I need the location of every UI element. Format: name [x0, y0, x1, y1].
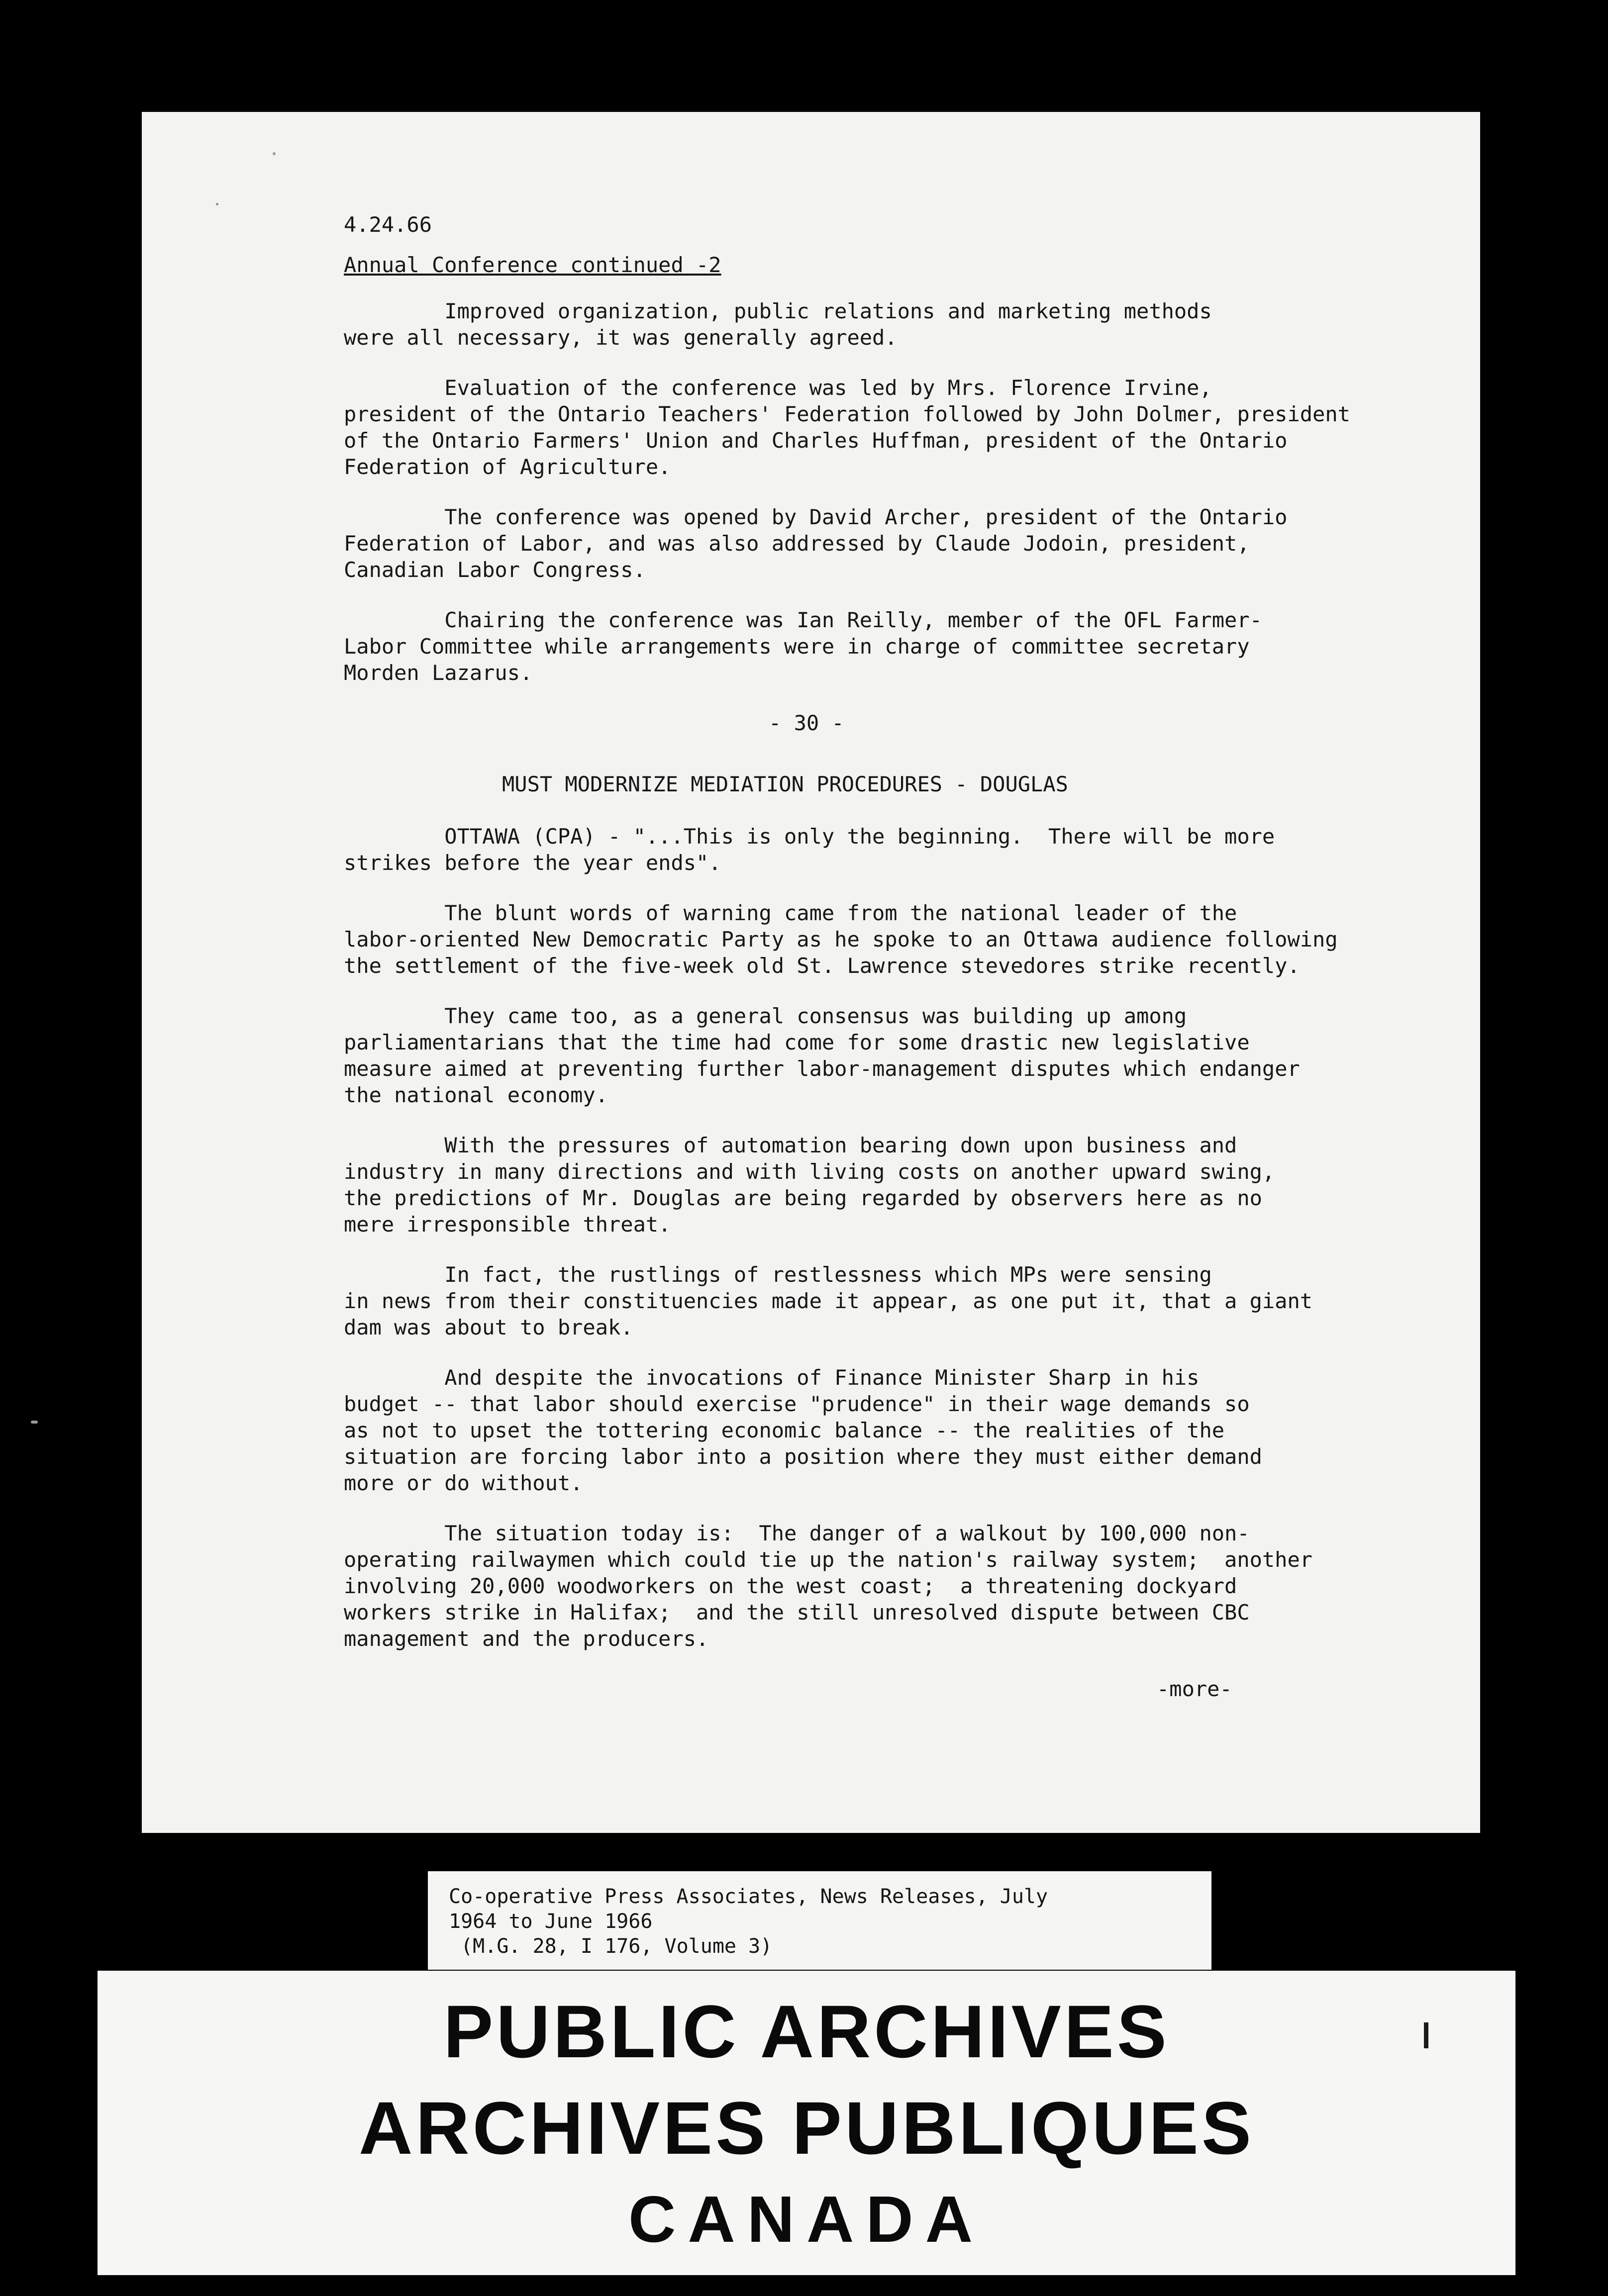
- scan-speck: [273, 152, 276, 155]
- paragraph: Chairing the conference was Ian Reilly, member of the OFL Farmer- Labor Committee while arrangements were in charge of committee secretary Morden Lazarus.: [344, 608, 1262, 685]
- continued-marker: -more-: [1157, 1677, 1232, 1701]
- page-number: - 30 -: [769, 711, 844, 735]
- document-date: 4.24.66: [344, 212, 432, 237]
- archive-caption-text: Co-operative Press Associates, News Releases, July 1964 to June 1966 (M.G. 28, I 176, Volume 3): [449, 1885, 1048, 1958]
- paragraph: The blunt words of warning came from the national leader of the labor-oriented New Democratic Party as he spoke to an Ottawa audience following the settlement of the five-week old St. Lawrence stevedores strike recently.: [344, 901, 1338, 978]
- paragraph: Evaluation of the conference was led by Mrs. Florence Irvine, president of the Ontario Teachers' Federation followed by John Dolmer, president of the Ontario Farmers' Union and Charles Huffman, president of the Ontario Federation of Agriculture.: [344, 376, 1350, 479]
- paragraph: With the pressures of automation bearing down upon business and industry in many directions and with living costs on another upward swing, the predictions of Mr. Douglas are being regarded by observers here as no mere irresponsible threat.: [344, 1133, 1275, 1237]
- paragraph: They came too, as a general consensus was building up among parliamentarians that the time had come for some drastic new legislative measure aimed at preventing further labor-management disputes which endanger the national economy.: [344, 1004, 1300, 1107]
- paragraph: The conference was opened by David Archer, president of the Ontario Federation of Labor, and was also addressed by Claude Jodoin, president, Canadian Labor Congress.: [344, 505, 1288, 582]
- scan-speck: [216, 203, 218, 205]
- paragraph: In fact, the rustlings of restlessness which MPs were sensing in news from their constituencies made it appear, as one put it, that a giant dam was about to break.: [344, 1262, 1313, 1339]
- stamp-line-country: CANADA: [628, 2183, 985, 2256]
- scan-speck: [31, 1421, 38, 1424]
- paragraph: The situation today is: The danger of a walkout by 100,000 non- operating railwaymen which could tie up the nation's railway system; another involving 20,000 woodworkers on the west coast; a threatening dockyard workers strike in Halifax; and the still unresolved dispute between CBC management and the producers.: [344, 1521, 1313, 1651]
- archive-caption-card: [428, 1871, 1211, 1970]
- stamp-tick-mark: [1424, 2022, 1428, 2048]
- section-heading: Annual Conference continued -2: [344, 253, 721, 277]
- paragraph: And despite the invocations of Finance Minister Sharp in his budget -- that labor should exercise "prudence" in their wage demands so as not to upset the tottering economic balance -- the realities of the situation are forcing labor into a position where they must either demand more or do without.: [344, 1365, 1262, 1495]
- document-page: [142, 112, 1480, 1833]
- stamp-line-french: ARCHIVES PUBLIQUES: [359, 2086, 1254, 2170]
- story-title: MUST MODERNIZE MEDIATION PROCEDURES - DOUGLAS: [502, 772, 1068, 796]
- paragraph: OTTAWA (CPA) - "...This is only the beginning. There will be more strikes before the year ends".: [344, 824, 1275, 875]
- paragraph: Improved organization, public relations and marketing methods were all necessary, it was generally agreed.: [344, 299, 1212, 350]
- stamp-line-english: PUBLIC ARCHIVES: [443, 1990, 1170, 2073]
- archive-stamp: [98, 1971, 1515, 2275]
